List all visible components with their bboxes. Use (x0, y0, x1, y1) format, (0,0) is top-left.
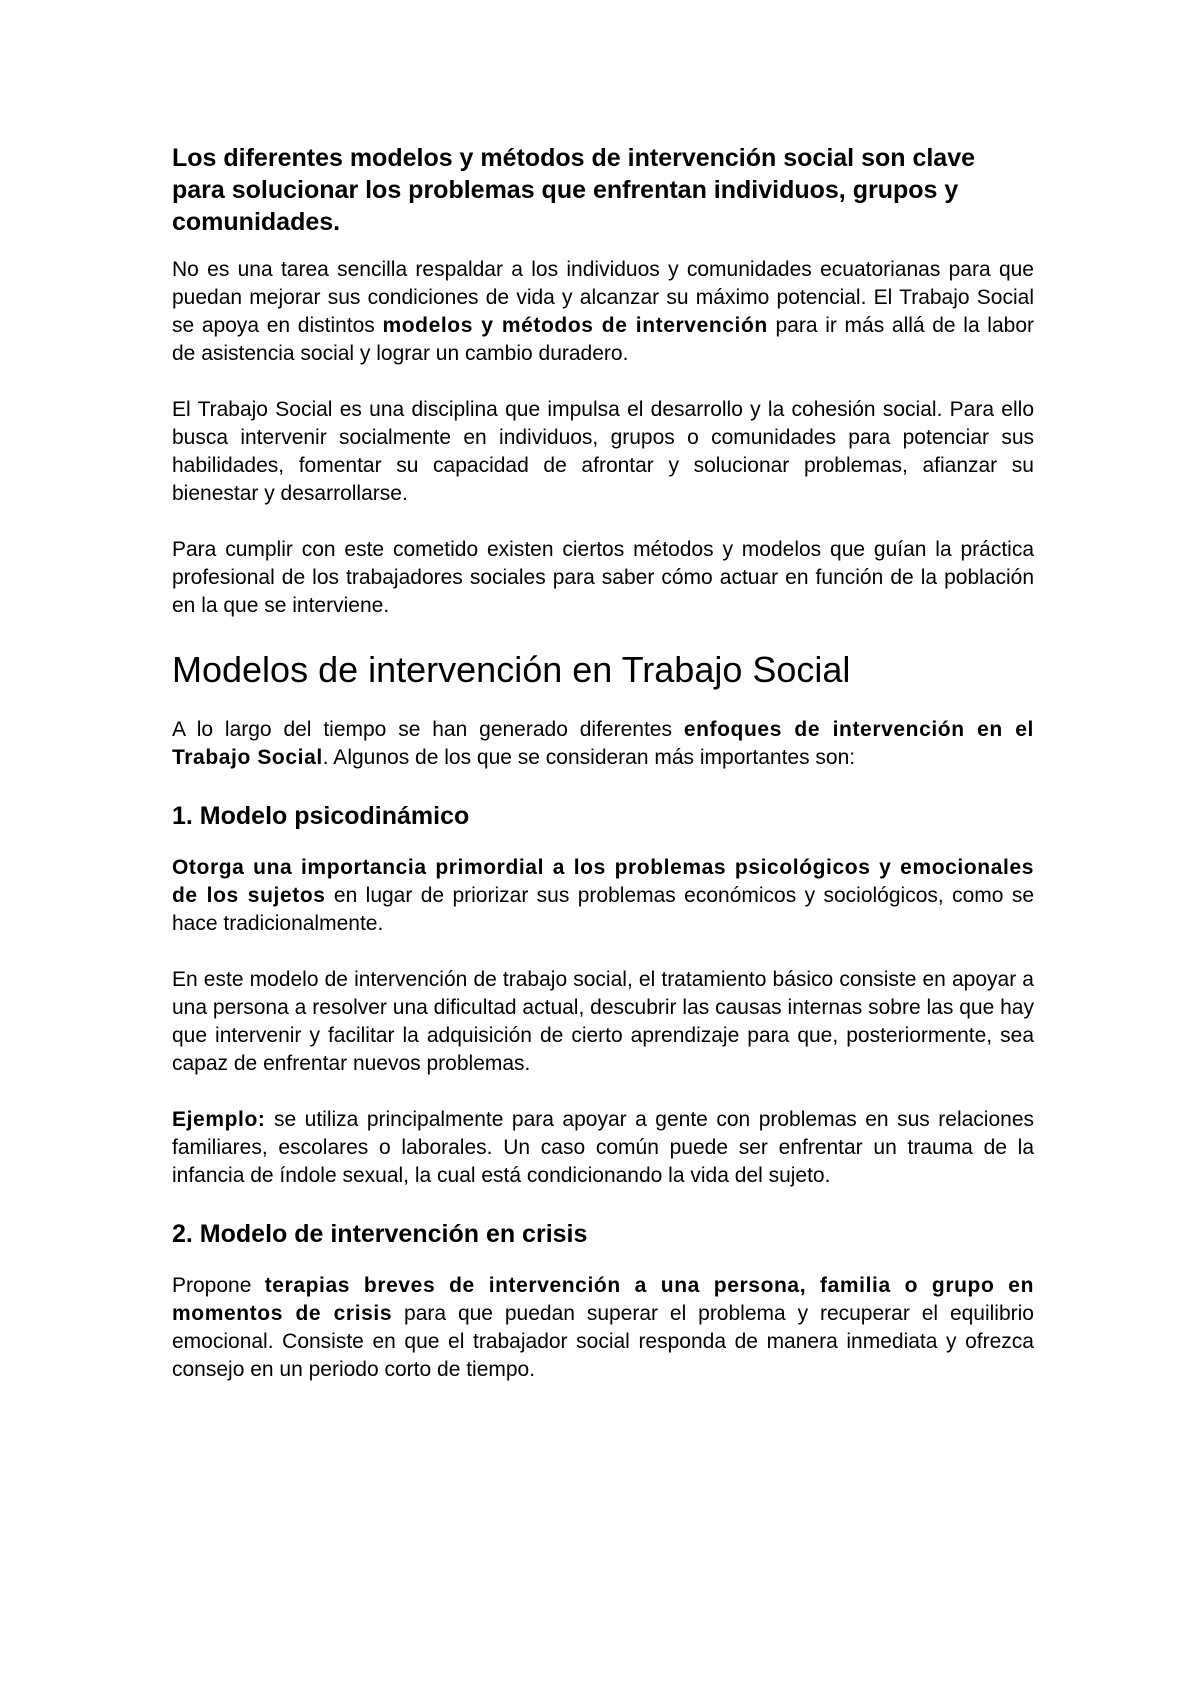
model-1-p3-bold: Ejemplo: (172, 1108, 266, 1131)
section-paragraph-1 (172, 716, 1034, 772)
section-heading: Modelos de intervención en Trabajo Social (172, 649, 851, 690)
intro-p1-text-c: para ir más allá de la labor de asistencia social y lograr un cambio duradero. (172, 314, 1034, 365)
model-2-p1-bold: terapias breves de intervención a una persona, familia o grupo en momentos de crisis (172, 1274, 1034, 1325)
document-title: Los diferentes modelos y métodos de intervención social son clave para solucionar los problemas que enfrentan individuos, grupos y comunidades. (172, 144, 976, 236)
model-2-heading: 2. Modelo de intervención en crisis (172, 1220, 588, 1248)
intro-paragraph-2: El Trabajo Social es una disciplina que impulsa el desarrollo y la cohesión social. Para ello busca intervenir socialmente en individuos, grupos o comunidades para potenciar sus habilidades, fomentar su capacidad de afrontar y solucionar problemas, afianzar su bienestar y desarrollarse. (172, 398, 1034, 505)
model-1-paragraph-3 (172, 1106, 1034, 1190)
model-2-p1-text-a: Propone (172, 1274, 265, 1297)
section-p1-text-a: A lo largo del tiempo se han generado diferentes (172, 718, 684, 741)
model-1-paragraph-2: En este modelo de intervención de trabajo social, el tratamiento básico consiste en apoyar a una persona a resolver una dificultad actual, descubrir las causas internas sobre las que hay que intervenir y facilitar la adquisición de cierto aprendizaje para que, posteriormente, sea capaz de enfrentar nuevos problemas. (172, 968, 1034, 1075)
section-p1-text-c: . Algunos de los que se consideran más importantes son: (322, 746, 856, 769)
model-1-paragraph-1 (172, 854, 1034, 938)
intro-p1-bold: modelos y métodos de intervención (382, 314, 768, 337)
model-2-p1-text-c: para que puedan superar el problema y recuperar el equilibrio emocional. Consiste en que el trabajador social responda de manera inmediata y ofrezca consejo en un periodo corto de tiempo. (172, 1302, 1034, 1381)
model-1-p1-text-c: en lugar de priorizar sus problemas económicos y sociológicos, como se hace tradicionalmente. (172, 884, 1035, 935)
model-2-paragraph-1 (172, 1272, 1034, 1384)
model-1-p3-text-c: se utiliza principalmente para apoyar a gente con problemas en sus relaciones familiares, escolares o laborales. Un caso común puede ser enfrentar un trauma de la infancia de índole sexual, la cual está condicionando la vida del sujeto. (172, 1108, 1034, 1187)
intro-p1-text-a: No es una tarea sencilla respaldar a los individuos y comunidades ecuatorianas para que puedan mejorar sus condiciones de vida y alcanzar su máximo potencial. El Trabajo Social se apoya en distintos (172, 258, 1034, 337)
model-1-heading: 1. Modelo psicodinámico (172, 802, 470, 830)
section-p1-bold: enfoques de intervención en el Trabajo Social (172, 718, 1034, 769)
document-page (172, 142, 1034, 1412)
intro-paragraph-1 (172, 256, 1034, 368)
model-1-p1-bold: Otorga una importancia primordial a los problemas psicológicos y emocionales de los sujetos (172, 856, 1034, 907)
intro-paragraph-3: Para cumplir con este cometido existen ciertos métodos y modelos que guían la práctica profesional de los trabajadores sociales para saber cómo actuar en función de la población en la que se interviene. (172, 538, 1034, 617)
